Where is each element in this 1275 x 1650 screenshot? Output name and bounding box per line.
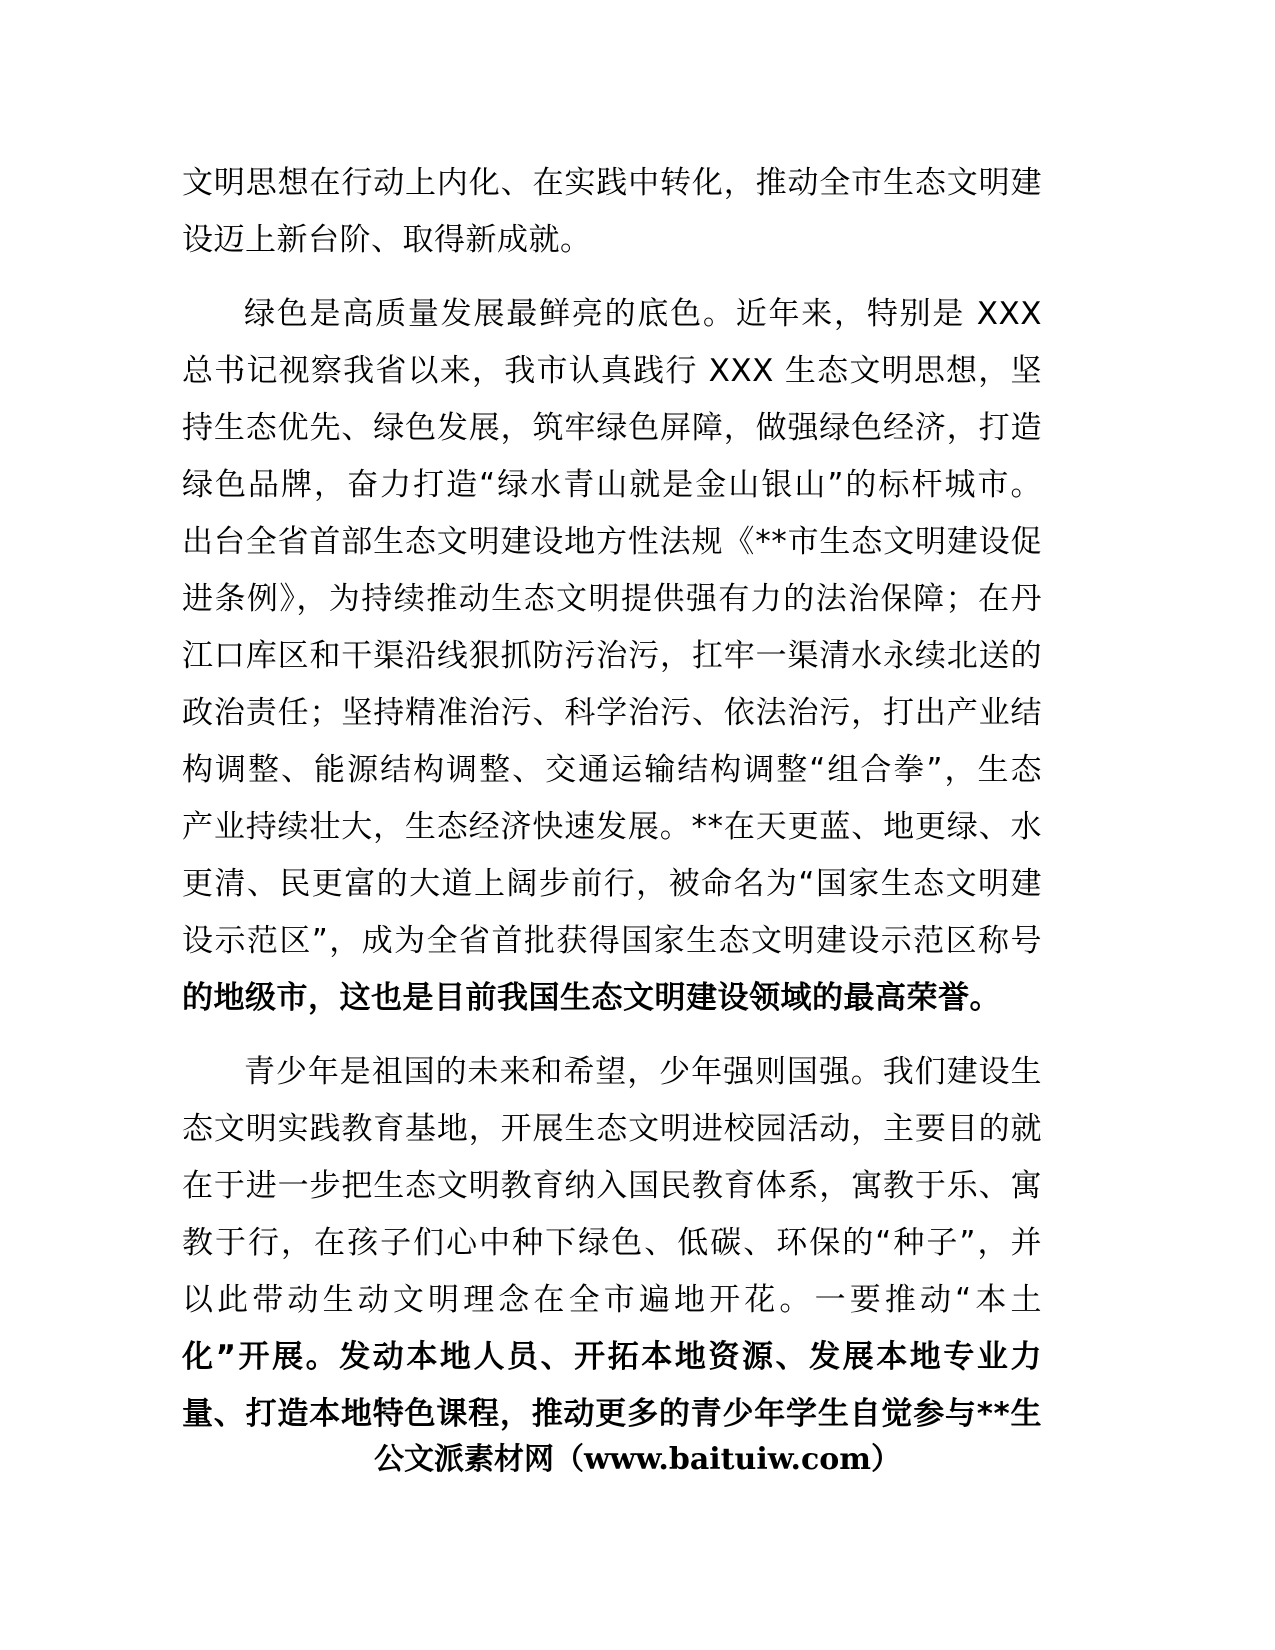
text-line: 持生态优先、绿色发展，筑牢绿色屏障，做强绿色经济，打造 [182, 410, 1042, 446]
text-line: 绿色品牌，奋力打造“绿水青山就是金山银山”的标杆城市。 [182, 467, 1042, 503]
text-line: 出台全省首部生态文明建设地方性法规《**市生态文明建设促 [182, 524, 1042, 560]
text-line: 设示范区”，成为全省首批获得国家生态文明建设示范区称号 [182, 923, 1042, 959]
text-line: 在于进一步把生态文明教育纳入国民教育体系，寓教于乐、寓 [182, 1168, 1042, 1204]
document-body [182, 155, 1042, 1443]
text-line: 以此带动生动文明理念在全市遍地开花。一要推动“本土 [182, 1282, 1042, 1318]
text-line: 文明思想在行动上内化、在实践中转化，推动全市生态文明建 [182, 165, 1042, 201]
paragraph [182, 1044, 1042, 1443]
text-line: 教于行，在孩子们心中种下绿色、低碳、环保的“种子”，并 [182, 1225, 1042, 1261]
text-line: 设迈上新台阶、取得新成就。 [182, 222, 592, 258]
text-line: 绿色是高质量发展最鲜亮的底色。近年来，特别是 XXX [244, 296, 1042, 332]
text-line: 态文明实践教育基地，开展生态文明进校园活动，主要目的就 [182, 1111, 1042, 1147]
paragraph [182, 155, 1042, 269]
text-line: 青少年是祖国的未来和希望，少年强则国强。我们建设生 [244, 1054, 1042, 1090]
text-line: 的地级市，这也是目前我国生态文明建设领域的最高荣誉。 [182, 980, 1001, 1016]
paragraph-spacer [182, 269, 1042, 286]
paragraph [182, 286, 1042, 1027]
text-line: 江口库区和干渠沿线狠抓防污治污，扛牢一渠清水永续北送的 [182, 638, 1042, 674]
text-line: 总书记视察我省以来，我市认真践行 XXX 生态文明思想，坚 [182, 353, 1042, 389]
text-line: 政治责任；坚持精准治污、科学治污、依法治污，打出产业结 [182, 695, 1042, 731]
text-line: 进条例》，为持续推动生态文明提供强有力的法治保障；在丹 [182, 581, 1042, 617]
text-line: 产业持续壮大，生态经济快速发展。**在天更蓝、地更绿、水 [182, 809, 1042, 845]
text-line: 更清、民更富的大道上阔步前行，被命名为“国家生态文明建 [182, 866, 1042, 902]
paragraph-spacer [182, 1027, 1042, 1044]
text-line: 构调整、能源结构调整、交通运输结构调整“组合拳”，生态 [182, 752, 1042, 788]
text-line: 化”开展。发动本地人员、开拓本地资源、发展本地专业力 [182, 1339, 1042, 1375]
text-line: 量、打造本地特色课程，推动更多的青少年学生自觉参与**生 [182, 1396, 1042, 1432]
footer-watermark: 公文派素材网（www.baituiw.com） [373, 1442, 902, 1477]
